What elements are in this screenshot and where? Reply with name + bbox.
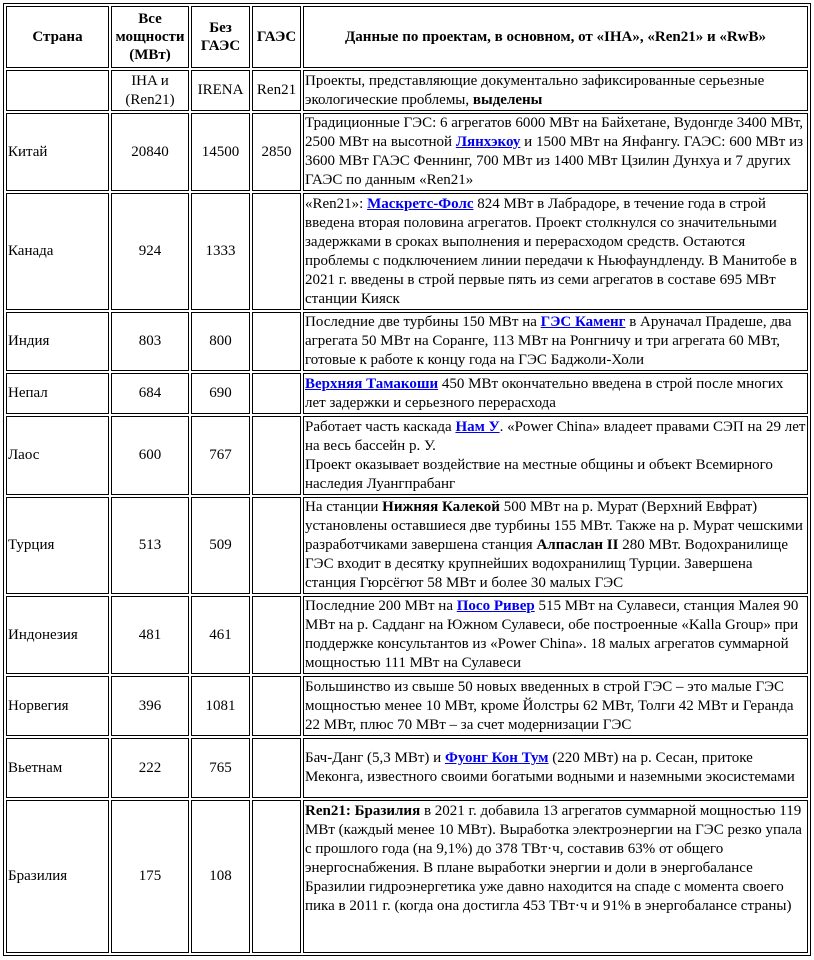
country-cell: Лаос xyxy=(6,416,109,495)
projects-text: На станции xyxy=(305,499,383,515)
pumped-cell: 2850 xyxy=(252,113,301,191)
country-cell: Индонезия xyxy=(6,596,109,674)
projects-text: 280 МВт. Водохранилище ГЭС входит в десятку крупнейших водохранилищ Турции. Завершена станция Гюрсёгют 58 МВт и более 30 малых ГЭС xyxy=(305,537,789,591)
projects-text: 450 МВт окончательно введена в строй после многих лет задержки и серьезного перерасхода xyxy=(305,375,784,411)
without-pumped-cell: 690 xyxy=(191,373,250,414)
projects-text: Традиционные ГЭС: 6 агрегатов 6000 МВт на Байхетане, Вудонгде 3400 МВт, 2500 МВт на высотной xyxy=(305,115,804,150)
table-row xyxy=(6,373,808,414)
country-cell: Непал xyxy=(6,373,109,414)
all-capacity-cell: 924 xyxy=(111,193,189,310)
table-row xyxy=(6,676,808,736)
project-link[interactable]: ГЭС Каменг xyxy=(540,314,626,330)
all-capacity-cell: 222 xyxy=(111,738,189,798)
projects-text: . «Power China» владеет правами СЭП на 29 лет на весь бассейн р. У. xyxy=(305,418,806,454)
projects-cell xyxy=(303,596,808,674)
country-cell: Норвегия xyxy=(6,676,109,736)
projects-cell xyxy=(303,738,808,798)
country-cell: Канада xyxy=(6,193,109,310)
sources-country-empty xyxy=(6,70,109,111)
country-cell: Индия xyxy=(6,312,109,371)
table-row xyxy=(6,312,808,371)
pumped-cell xyxy=(252,497,301,594)
pumped-cell xyxy=(252,373,301,414)
all-capacity-cell: 20840 xyxy=(111,113,189,191)
sources-row xyxy=(6,70,808,111)
project-link[interactable]: Посо Ривер xyxy=(456,598,535,614)
projects-cell xyxy=(303,676,808,736)
without-pumped-cell: 1081 xyxy=(191,676,250,736)
projects-text: Бач-Данг (5,3 МВт) и xyxy=(305,750,445,766)
projects-cell xyxy=(303,193,808,310)
pumped-cell xyxy=(252,800,301,953)
header-row xyxy=(6,6,808,68)
pumped-cell xyxy=(252,193,301,310)
header-all-capacity: Все мощности (МВт) xyxy=(111,6,189,68)
projects-text: Последние 200 МВт на xyxy=(305,598,457,614)
all-capacity-cell: 513 xyxy=(111,497,189,594)
table-row xyxy=(6,497,808,594)
source-all-capacity: IHA и (Ren21) xyxy=(111,70,189,111)
projects-cell xyxy=(303,113,808,191)
sources-note xyxy=(303,70,808,111)
projects-cell xyxy=(303,312,808,371)
projects-text: Большинство из свыше 50 новых введенных в строй ГЭС – это малые ГЭС мощностью менее 10 МВт, кроме Йолстры 62 МВт, Толги 42 МВт и Геранда 22 МВт, плюс 70 МВт – за счет модернизации ГЭС xyxy=(305,678,794,733)
projects-text: Последние две турбины 150 МВт на xyxy=(305,314,541,330)
projects-text: «Ren21»: xyxy=(305,195,368,212)
pumped-cell xyxy=(252,312,301,371)
project-link[interactable]: Нам У xyxy=(455,418,500,435)
pumped-cell xyxy=(252,738,301,798)
all-capacity-cell: 600 xyxy=(111,416,189,495)
projects-text: 824 МВт в Лабрадоре, в течение года в строй введена вторая половина агрегатов. Проект столкнулся со значительными задержками в сроках выполнения и перерасходом средств. Остаются проблемы с подключением линии передачи к Ньюфаундленду. В Манитобе в 2021 г. введены в строй первые пять из семи агрегатов в составе 695 МВт станции Кияск xyxy=(305,195,797,307)
project-name-bold: Ren21: Бразилия xyxy=(305,803,421,819)
country-cell: Бразилия xyxy=(6,800,109,953)
without-pumped-cell: 765 xyxy=(191,738,250,798)
projects-cell xyxy=(303,800,808,953)
without-pumped-cell: 1333 xyxy=(191,193,250,310)
projects-cell xyxy=(303,497,808,594)
table-row xyxy=(6,800,808,953)
table-row xyxy=(6,416,808,495)
all-capacity-cell: 175 xyxy=(111,800,189,953)
country-cell: Вьетнам xyxy=(6,738,109,798)
project-link[interactable]: Фуонг Кон Тум xyxy=(444,750,549,766)
country-cell: Турция xyxy=(6,497,109,594)
projects-text: в Аруначал Прадеше, два агрегата 50 МВт на Соранге, 113 МВт на Ронгничу и три агрегата 60 МВт, готовые к работе к концу года на ГЭС Баджоли-Холи xyxy=(305,314,792,368)
projects-cell xyxy=(303,373,808,414)
without-pumped-cell: 767 xyxy=(191,416,250,495)
project-name-bold: Нижняя Калекой xyxy=(382,499,500,515)
pumped-cell xyxy=(252,416,301,495)
all-capacity-cell: 684 xyxy=(111,373,189,414)
projects-text: 500 МВт на р. Мурат (Верхний Евфрат) установлены оставшиеся две турбины 155 МВт. Также на р. Мурат чешскими разработчиками завершена станция xyxy=(305,499,803,553)
pumped-cell xyxy=(252,676,301,736)
projects-text: 515 МВт на Сулавеси, станция Малея 90 МВт на р. Садданг на Южном Сулавеси, обе построенные «Kalla Group» при поддержке консультантов из «Power China». 18 малых агрегатов суммарной мощностью 111 МВт на Сулавеси xyxy=(305,598,799,671)
all-capacity-cell: 481 xyxy=(111,596,189,674)
all-capacity-cell: 396 xyxy=(111,676,189,736)
table-row xyxy=(6,738,808,798)
projects-cell xyxy=(303,416,808,495)
projects-text: в 2021 г. добавила 13 агрегатов суммарной мощностью 119 МВт (каждый менее 10 МВт). Выработка электроэнергии на ГЭС резко упала с прошлого года (на 9,1%) до 378 ТВт·ч, составив 63% от общего энергоснабжения. В плане выработки энергии и доли в энергобалансе Бразилии гидроэнергетика уже давно находится на спаде с момента своего пика в 2011 г. (когда она достигла 453 ТВт·ч и 91% в энергобалансе страны) xyxy=(305,803,802,914)
without-pumped-cell: 14500 xyxy=(191,113,250,191)
projects-text: (220 МВт) на р. Сесан, притоке Меконга, известного своими богатыми водными и наземными экосистемами xyxy=(305,750,795,785)
table-row xyxy=(6,113,808,191)
header-pumped: ГАЭС xyxy=(252,6,301,68)
without-pumped-cell: 509 xyxy=(191,497,250,594)
header-country: Страна xyxy=(6,6,109,68)
project-link[interactable]: Верхняя Тамакоши xyxy=(305,375,439,392)
source-pumped: Ren21 xyxy=(252,70,301,111)
projects-text: Проект оказывает воздействие на местные общины и объект Всемирного наследия Луангпрабанг xyxy=(305,456,773,492)
without-pumped-cell: 461 xyxy=(191,596,250,674)
projects-text: Работает часть каскада xyxy=(305,418,456,435)
project-link[interactable]: Маскретс-Фолс xyxy=(367,195,474,212)
without-pumped-cell: 108 xyxy=(191,800,250,953)
without-pumped-cell: 800 xyxy=(191,312,250,371)
source-without-pumped: IRENA xyxy=(191,70,250,111)
projects-text: и 1500 МВт на Янфангу. ГАЭС: 600 МВт из 3600 МВт ГАЭС Феннинг, 700 МВт из 1400 МВт Цзилин Дунхуа и 7 других ГАЭС по данным «Ren21» xyxy=(305,134,804,188)
table-row xyxy=(6,596,808,674)
project-link[interactable]: Лянхэкоу xyxy=(455,134,521,150)
all-capacity-cell: 803 xyxy=(111,312,189,371)
pumped-cell xyxy=(252,596,301,674)
sources-note-text: Проекты, представляющие документально зафиксированные серьезные экологические проблемы, xyxy=(305,72,765,108)
project-name-bold: Алпаслан II xyxy=(536,537,619,553)
sources-note-bold: выделены xyxy=(472,91,543,108)
table-row xyxy=(6,193,808,310)
header-without-pumped: Без ГАЭС xyxy=(191,6,250,68)
hydropower-table xyxy=(3,3,811,956)
header-projects: Данные по проектам, в основном, от «IHA», «Ren21» и «RwB» xyxy=(303,6,808,68)
country-cell: Китай xyxy=(6,113,109,191)
